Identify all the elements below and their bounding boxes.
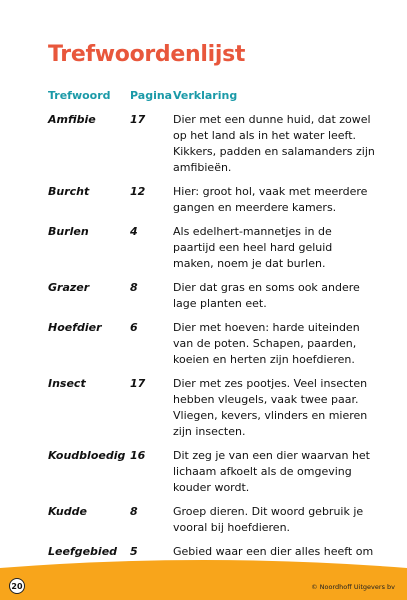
entry-term: Grazer <box>48 281 90 294</box>
entry-explanation <box>173 224 363 272</box>
entry-page: 16 <box>130 449 146 462</box>
explanation-line: Dit zeg je van een dier waarvan het <box>173 449 370 462</box>
explanation-line: Vliegen, kevers, vlinders en mieren <box>173 409 368 422</box>
column-header-page: Pagina <box>130 89 173 102</box>
explanation-line: Als edelhert-mannetjes in de <box>173 225 332 238</box>
entry-page: 12 <box>130 185 146 198</box>
column-header-term: Trefwoord <box>48 89 111 102</box>
explanation-line: hebben vleugels, vaak twee paar. <box>173 393 359 406</box>
explanation-line: kouder wordt. <box>173 481 250 494</box>
entry-term: Hoefdier <box>48 321 102 334</box>
page-number: 20 <box>9 578 25 594</box>
explanation-line: amfibieën. <box>173 161 232 174</box>
column-headers <box>0 89 407 105</box>
entry-page: 8 <box>130 505 138 518</box>
entry-page: 4 <box>130 225 138 238</box>
entry-term: Burcht <box>48 185 90 198</box>
footer-wave <box>0 556 407 600</box>
explanation-line: koeien en herten zijn hoefdieren. <box>173 353 355 366</box>
explanation-line: Dier met hoeven: harde uiteinden <box>173 321 360 334</box>
page-title: Trefwoordenlijst <box>48 42 246 67</box>
explanation-line: op het land als in het water leeft. <box>173 129 357 142</box>
explanation-line: lage planten eet. <box>173 297 267 310</box>
entry-explanation <box>173 320 363 368</box>
entry-page: 8 <box>130 281 138 294</box>
entry-explanation <box>173 184 368 216</box>
entry-explanation <box>173 112 375 176</box>
entry-explanation <box>173 280 363 312</box>
explanation-line: paartijd een heel hard geluid <box>173 241 333 254</box>
entry-page: 17 <box>130 113 146 126</box>
explanation-line: Dier met een dunne huid, dat zowel <box>173 113 371 126</box>
explanation-line: Hier: groot hol, vaak met meerdere <box>173 185 368 198</box>
entry-page: 17 <box>130 377 146 390</box>
explanation-line: van de poten. Schapen, paarden, <box>173 337 357 350</box>
entry-explanation <box>173 376 368 440</box>
entry-page: 6 <box>130 321 138 334</box>
explanation-line: Groep dieren. Dit woord gebruik je <box>173 505 364 518</box>
entry-term: Insect <box>48 377 86 390</box>
explanation-line: Dier dat gras en soms ook andere <box>173 281 360 294</box>
explanation-line: maken, noem je dat burlen. <box>173 257 326 270</box>
entry-term: Koudbloedig <box>48 449 126 462</box>
explanation-line: gangen en meerdere kamers. <box>173 201 337 214</box>
column-header-explanation: Verklaring <box>173 89 238 102</box>
entry-term: Burlen <box>48 225 89 238</box>
explanation-line: Dier met zes pootjes. Veel insecten <box>173 377 368 390</box>
entry-page: 5 <box>130 545 138 558</box>
entry-explanation <box>173 504 363 536</box>
explanation-line: Gebied waar een dier alles heeft om <box>173 545 374 558</box>
footer-band <box>0 556 407 600</box>
explanation-line: Kikkers, padden en salamanders zijn <box>173 145 375 158</box>
copyright-notice: © Noordhoff Uitgevers bv <box>311 583 395 591</box>
entry-explanation <box>173 448 370 496</box>
entry-term: Amfibie <box>48 113 96 126</box>
entry-term: Kudde <box>48 505 87 518</box>
explanation-line: lichaam afkoelt als de omgeving <box>173 465 352 478</box>
explanation-line: zijn insecten. <box>173 425 246 438</box>
explanation-line: vooral bij hoefdieren. <box>173 521 291 534</box>
entry-term: Leefgebied <box>48 545 118 558</box>
